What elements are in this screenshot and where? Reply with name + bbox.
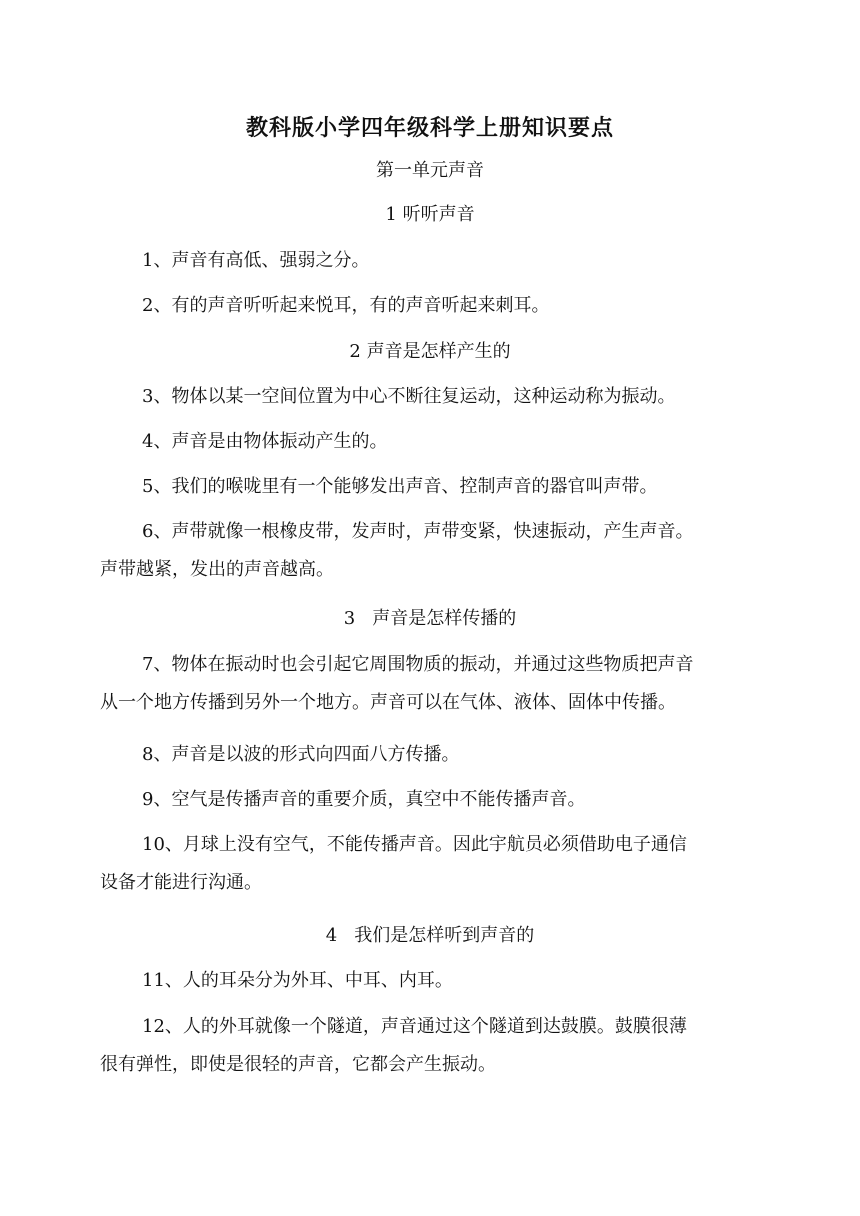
list-item-line: 3、物体以某一空间位置为中心不断往复运动，这种运动称为振动。 xyxy=(142,386,676,407)
list-item-line: 9、空气是传播声音的重要介质，真空中不能传播声音。 xyxy=(142,789,586,810)
list-item-11 xyxy=(104,962,756,1000)
list-item-5 xyxy=(104,468,756,506)
list-item-line: 设备才能进行沟通。 xyxy=(100,872,262,893)
document-title: 教科版小学四年级科学上册知识要点 xyxy=(245,115,614,141)
section-heading-4: 4 我们是怎样听到声音的 xyxy=(325,925,535,946)
section-heading-2: 2 声音是怎样产生的 xyxy=(349,341,511,362)
list-item-1 xyxy=(104,242,756,280)
list-item-line: 10、月球上没有空气，不能传播声音。因此宇航员必须借助电子通信 xyxy=(142,834,687,855)
list-item-7 xyxy=(100,646,756,722)
list-item-line: 4、声音是由物体振动产生的。 xyxy=(142,431,388,452)
list-item-line: 声带越紧，发出的声音越高。 xyxy=(100,559,334,580)
list-item-8 xyxy=(104,736,756,774)
list-item-line: 12、人的外耳就像一个隧道，声音通过这个隧道到达鼓膜。鼓膜很薄 xyxy=(142,1016,687,1037)
list-item-line: 11、人的耳朵分为外耳、中耳、内耳。 xyxy=(142,970,453,991)
list-item-9 xyxy=(104,781,756,819)
list-item-2 xyxy=(104,287,756,325)
list-item-4 xyxy=(104,423,756,461)
list-item-12 xyxy=(100,1008,756,1084)
list-item-line: 6、声带就像一根橡皮带，发声时，声带变紧，快速振动，产生声音。 xyxy=(142,521,694,542)
list-item-line: 1、声音有高低、强弱之分。 xyxy=(142,250,370,271)
list-item-3 xyxy=(104,378,756,416)
unit-heading: 第一单元声音 xyxy=(376,160,484,181)
list-item-6 xyxy=(100,513,756,589)
list-item-line: 5、我们的喉咙里有一个能够发出声音、控制声音的器官叫声带。 xyxy=(142,476,658,497)
list-item-line: 7、物体在振动时也会引起它周围物质的振动，并通过这些物质把声音 xyxy=(142,654,694,675)
list-item-line: 2、有的声音听听起来悦耳，有的声音听起来刺耳。 xyxy=(142,295,550,316)
section-heading-1: 1 听听声音 xyxy=(385,204,475,225)
section-heading-3: 3 声音是怎样传播的 xyxy=(343,608,517,629)
list-item-line: 从一个地方传播到另外一个地方。声音可以在气体、液体、固体中传播。 xyxy=(100,692,676,713)
list-item-line: 8、声音是以波的形式向四面八方传播。 xyxy=(142,744,460,765)
list-item-line: 很有弹性，即使是很轻的声音，它都会产生振动。 xyxy=(100,1054,496,1075)
list-item-10 xyxy=(100,826,756,902)
